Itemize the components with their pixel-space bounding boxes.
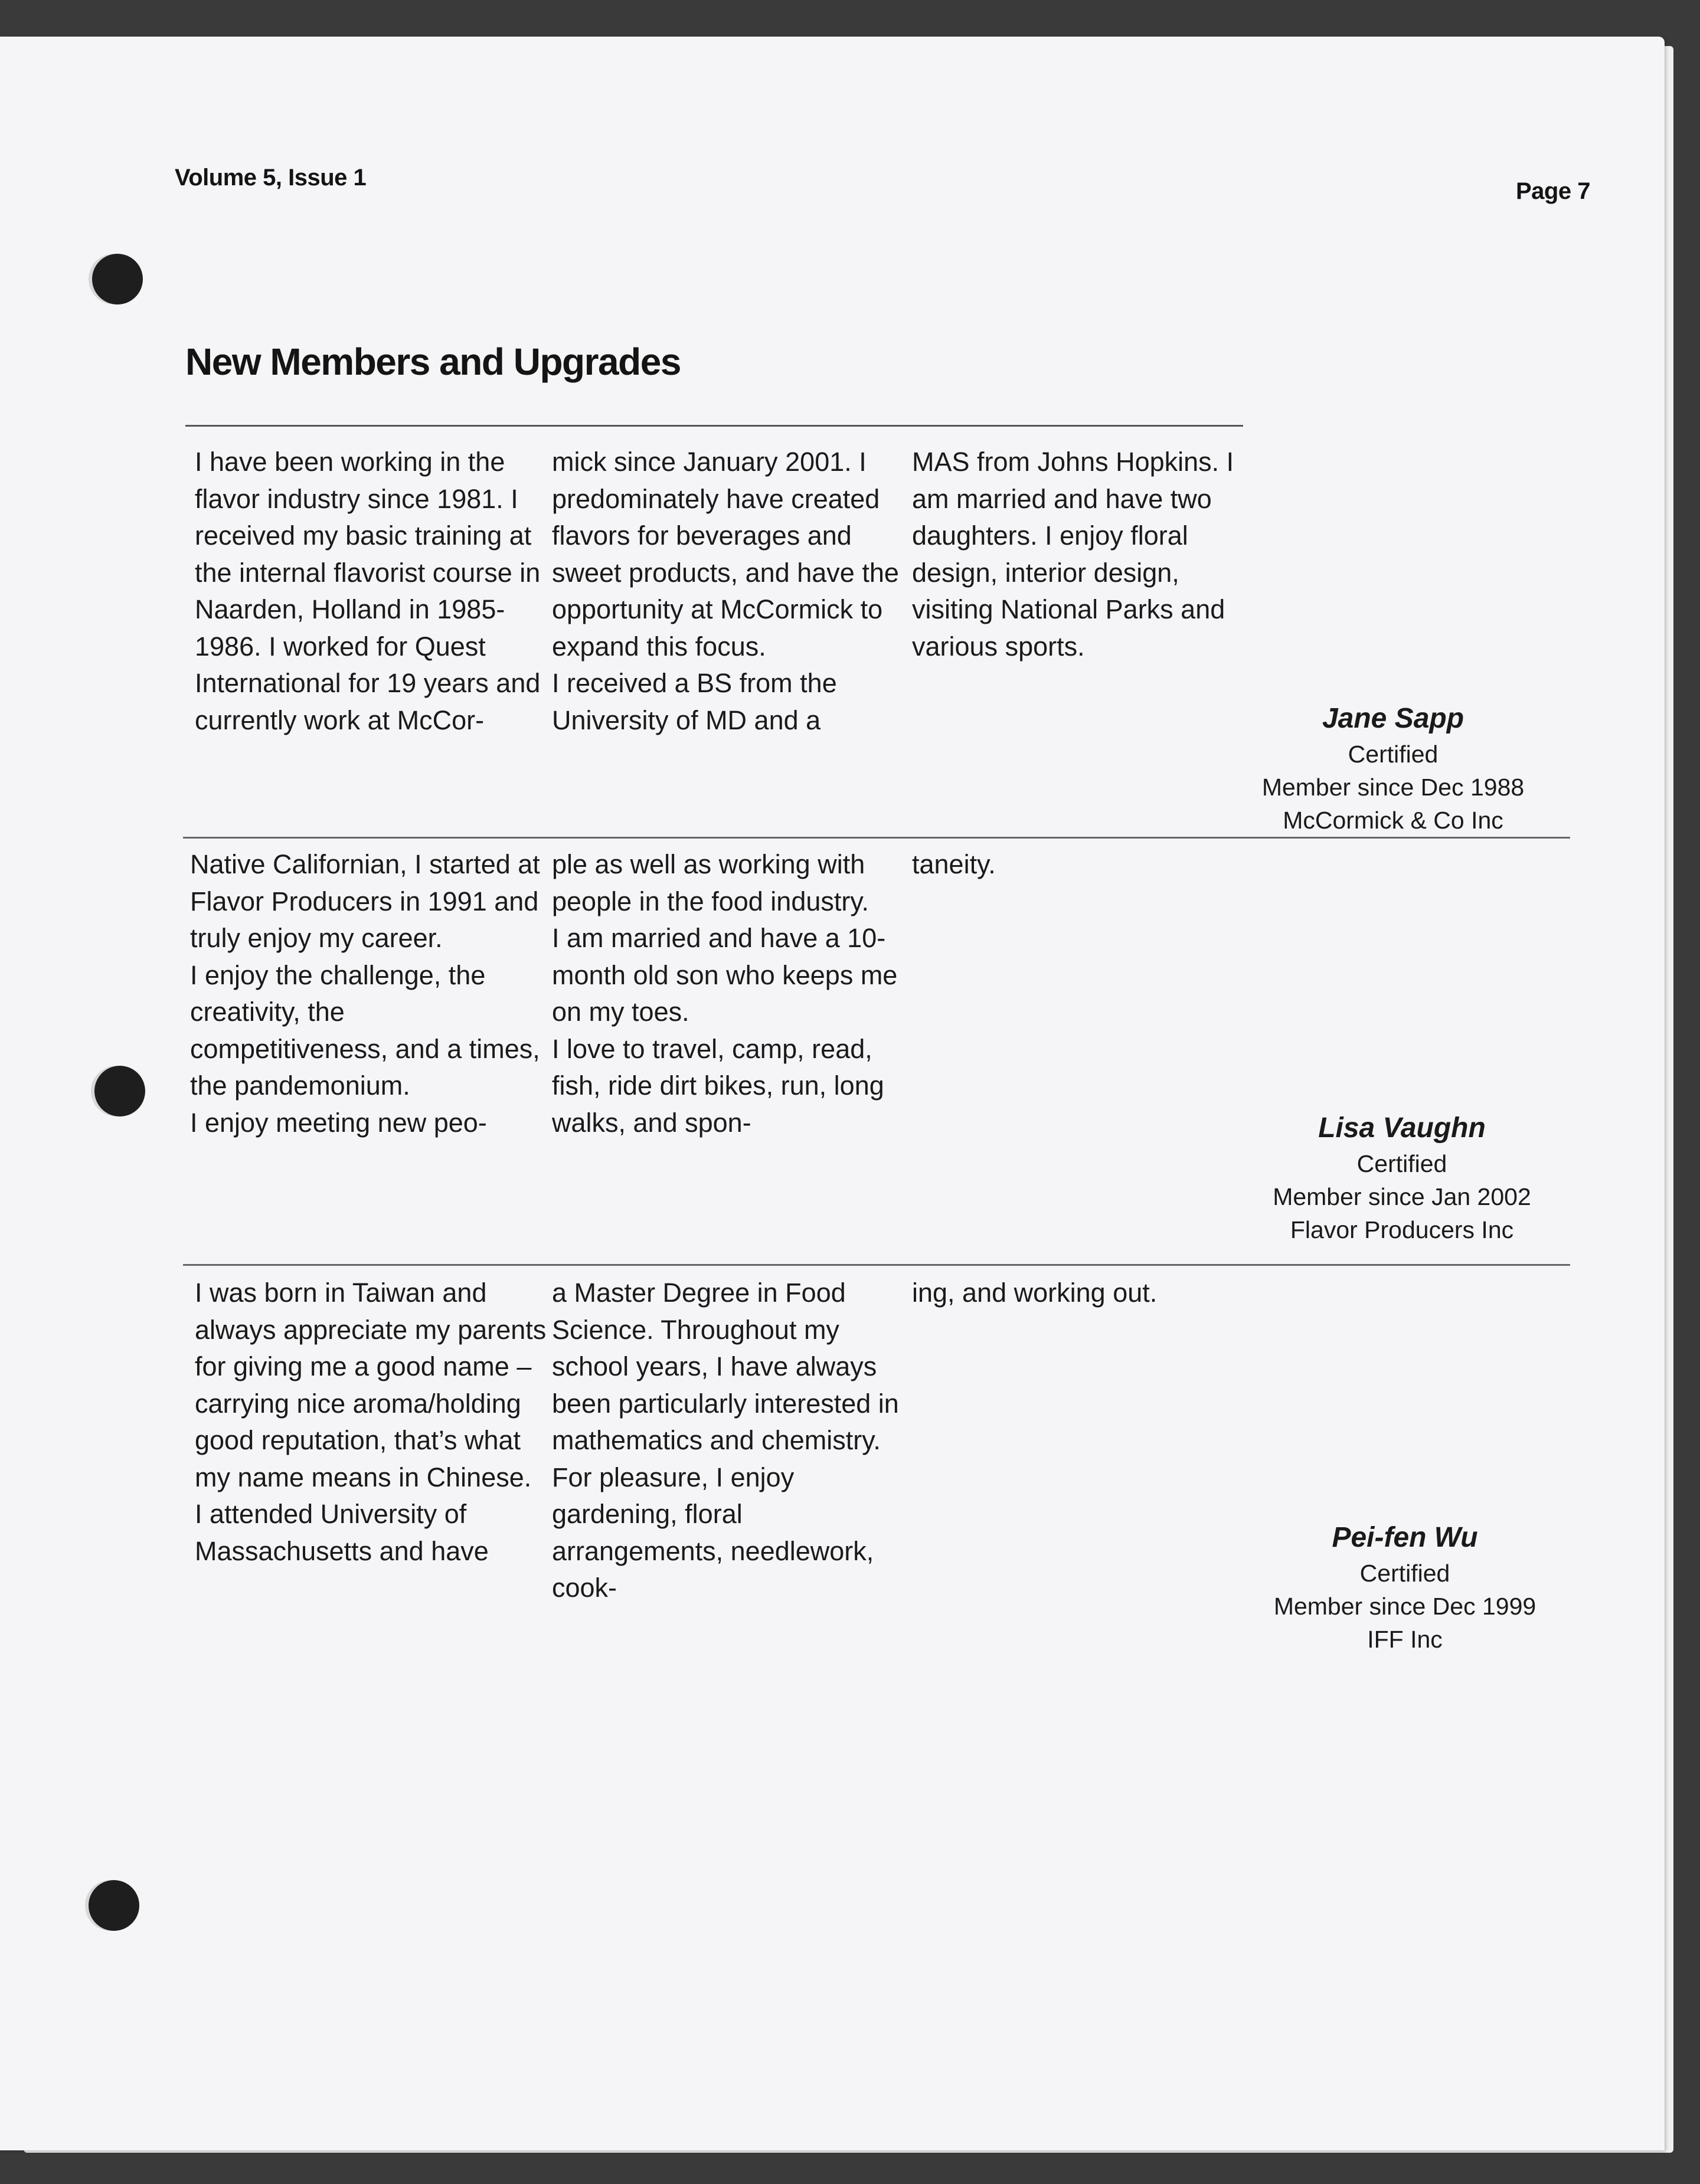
bio-column-3 <box>912 444 1266 665</box>
member-status: Certified <box>1348 741 1439 768</box>
member-since: Member since Jan 2002 <box>1273 1183 1531 1210</box>
newsletter-page <box>0 37 1665 2150</box>
bio-paragraph: I attended University of Massachusetts and have <box>195 1499 489 1566</box>
member-status: Certified <box>1356 1150 1447 1177</box>
bio-paragraph: I enjoy the challenge, the creativity, the competitiveness, and a times, the pandemonium. <box>190 960 540 1101</box>
bio-paragraph: I enjoy meeting new peo- <box>190 1107 487 1138</box>
bio-column-2 <box>552 1275 906 1607</box>
bio-paragraph: taneity. <box>912 849 996 879</box>
punch-hole-middle <box>94 1066 145 1116</box>
section-divider <box>183 1264 1570 1266</box>
member-company: McCormick & Co Inc <box>1283 807 1503 834</box>
bio-paragraph: Native Californian, I started at Flavor Producers in 1991 and truly enjoy my career. <box>190 849 540 953</box>
member-signature <box>1237 1109 1567 1246</box>
member-name: Jane Sapp <box>1322 703 1464 734</box>
bio-paragraph: I am married and have a 10-month old son who keeps me on my toes. <box>552 923 898 1027</box>
bio-paragraph: ing, and working out. <box>912 1278 1158 1308</box>
bio-paragraph: I love to travel, camp, read, fish, ride dirt bikes, run, long walks, and spon- <box>552 1033 884 1138</box>
bio-paragraph: I received a BS from the University of MD and a <box>552 668 837 735</box>
bio-paragraph: MAS from Johns Hopkins. I am married and have two daughters. I enjoy floral design, interior design, visiting National Parks and various sports. <box>912 447 1234 662</box>
bio-column-1 <box>195 1275 549 1570</box>
bio-column-2 <box>552 444 906 739</box>
bio-column-2 <box>552 846 906 1141</box>
member-since: Member since Dec 1988 <box>1261 774 1525 801</box>
section-divider <box>183 837 1570 839</box>
punch-hole-top <box>92 254 143 304</box>
member-name: Lisa Vaughn <box>1318 1112 1486 1144</box>
title-rule <box>185 425 1243 427</box>
bio-paragraph: ple as well as working with people in the food industry. <box>552 849 869 916</box>
bio-paragraph: a Master Degree in Food Science. Throughout my school years, I have always been particularly interested in mathematics and chemistry. <box>552 1278 899 1455</box>
bio-column-1 <box>195 444 549 739</box>
bio-paragraph: mick since January 2001. I predominately have created flavors for beverages and sweet products, and have the opportunity at McCormick to expand this focus. <box>552 447 899 662</box>
bio-column-3 <box>912 846 1266 883</box>
bio-column-1 <box>190 846 544 1141</box>
bio-column-3 <box>912 1275 1266 1312</box>
page-title: New Members and Upgrades <box>185 340 681 383</box>
bio-paragraph: I was born in Taiwan and always appreciate my parents for giving me a good name – carrying nice aroma/holding good reputation, that’s what my name means in Chinese. <box>195 1278 547 1492</box>
member-name: Pei-fen Wu <box>1332 1522 1478 1553</box>
page-number: Page 7 <box>1516 178 1590 204</box>
punch-hole-bottom <box>89 1880 139 1931</box>
bio-paragraph: I have been working in the flavor industry since 1981. I received my basic training at the internal flavorist course in Naarden, Holland in 1985-1986. I worked for Quest International for 19 years and currently work at McCor- <box>195 447 541 735</box>
member-signature <box>1228 700 1558 837</box>
bio-paragraph: For pleasure, I enjoy gardening, floral arrangements, needlework, cook- <box>552 1462 874 1603</box>
member-since: Member since Dec 1999 <box>1273 1593 1536 1620</box>
member-company: IFF Inc <box>1367 1626 1443 1653</box>
member-company: Flavor Producers Inc <box>1290 1216 1514 1243</box>
member-signature <box>1240 1519 1570 1656</box>
member-status: Certified <box>1359 1560 1450 1587</box>
volume-issue: Volume 5, Issue 1 <box>175 165 367 191</box>
